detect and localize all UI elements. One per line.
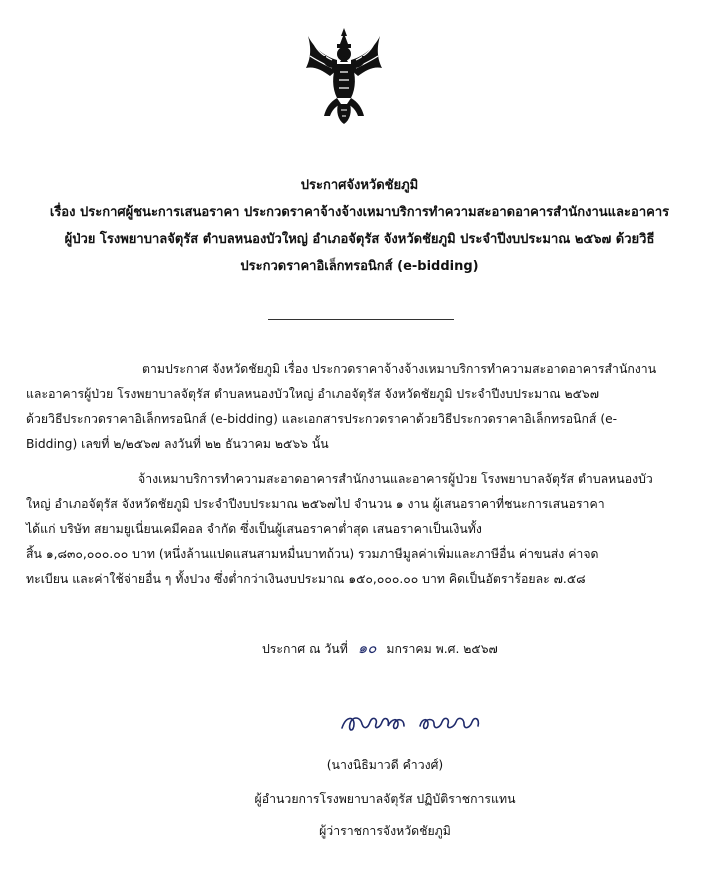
paragraph-1-line-1: ตามประกาศ จังหวัดชัยภูมิ เรื่อง ประกวดราคาจ้างจ้างเหมาบริการทำความสะอาดอาคารสำนักงาน [142, 362, 657, 376]
signatory-position-1: ผู้อำนวยการโรงพยาบาลจัตุรัส ปฏิบัติราชการแทน [254, 792, 516, 806]
title-line-3: ผู้ป่วย โรงพยาบาลจัตุรัส ตำบลหนองบัวใหญ่ อำเภอจัตุรัส จังหวัดชัยภูมิ ประจำปีงบประมาณ ๒๕๖๗ ด้วยวิธี [64, 232, 655, 247]
paragraph-winner [26, 467, 690, 592]
title-line-2: เรื่อง ประกาศผู้ชนะการเสนอราคา ประกวดราคาจ้างจ้างเหมาบริการทำความสะอาดอาคารสำนักงานและอาคาร [49, 205, 670, 220]
paragraph-reference [26, 357, 690, 457]
paragraph-2-line-5: ทะเบียน และค่าใช้จ่ายอื่น ๆ ทั้งปวง ซึ่งต่ำกว่าเงินงบประมาณ ๑๕๐,๐๐๐.๐๐ บาท คิดเป็นอัตราร้อยละ ๗.๕๘ [26, 572, 586, 586]
garuda-emblem-icon [304, 26, 384, 126]
paragraph-2-line-1: จ้างเหมาบริการทำความสะอาดอาคารสำนักงานและอาคารผู้ป่วย โรงพยาบาลจัตุรัส ตำบลหนองบัว [138, 472, 653, 486]
paragraph-1-line-4: Bidding) เลขที่ ๒/๒๕๖๗ ลงวันที่ ๒๒ ธันวาคม ๒๕๖๖ นั้น [26, 437, 329, 451]
handwritten-signature [336, 704, 506, 738]
document-title [24, 172, 695, 280]
paragraph-2-line-4: สิ้น ๑,๘๓๐,๐๐๐.๐๐ บาท (หนึ่งล้านแปดแสนสามหมื่นบาทถ้วน) รวมภาษีมูลค่าเพิ่มและภาษีอื่น ค่าขนส่ง ค่าจด [26, 547, 599, 561]
announcement-date [262, 637, 498, 660]
paragraph-1-line-2: และอาคารผู้ป่วย โรงพยาบาลจัตุรัส ตำบลหนองบัวใหญ่ อำเภอจัตุรัส จังหวัดชัยภูมิ ประจำปีงบประมาณ ๒๕๖๗ [26, 387, 599, 401]
announcement-date-prefix: ประกาศ ณ วันที่ [262, 642, 348, 656]
announcement-date-suffix: มกราคม พ.ศ. ๒๕๖๗ [386, 642, 498, 656]
paragraph-2-line-3: ได้แก่ บริษัท สยามยูเนี่ยนเคมีคอล จำกัด ซึ่งเป็นผู้เสนอราคาต่ำสุด เสนอราคาเป็นเงินทั้ง [26, 522, 482, 536]
title-line-4: ประกวดราคาอิเล็กทรอนิกส์ (e-bidding) [240, 259, 479, 274]
paragraph-1-line-3: ด้วยวิธีประกวดราคาอิเล็กทรอนิกส์ (e-bidding) และเอกสารประกวดราคาด้วยวิธีประกวดราคาอิเล็กทรอนิกส์ (e- [26, 412, 618, 426]
title-line-1: ประกาศจังหวัดชัยภูมิ [300, 178, 419, 193]
signatory-position-2: ผู้ว่าราชการจังหวัดชัยภูมิ [319, 824, 451, 838]
paragraph-2-line-2: ใหญ่ อำเภอจัตุรัส จังหวัดชัยภูมิ ประจำปีงบประมาณ ๒๕๖๗ไป จำนวน ๑ งาน ผู้เสนอราคาที่ชนะการเสนอราคา [26, 497, 605, 511]
announcement-day-handwritten: ๑๐ [357, 639, 377, 657]
title-divider [268, 319, 454, 320]
signatory-name: (นางนิธิมาวดี คำวงศ์) [326, 758, 444, 772]
